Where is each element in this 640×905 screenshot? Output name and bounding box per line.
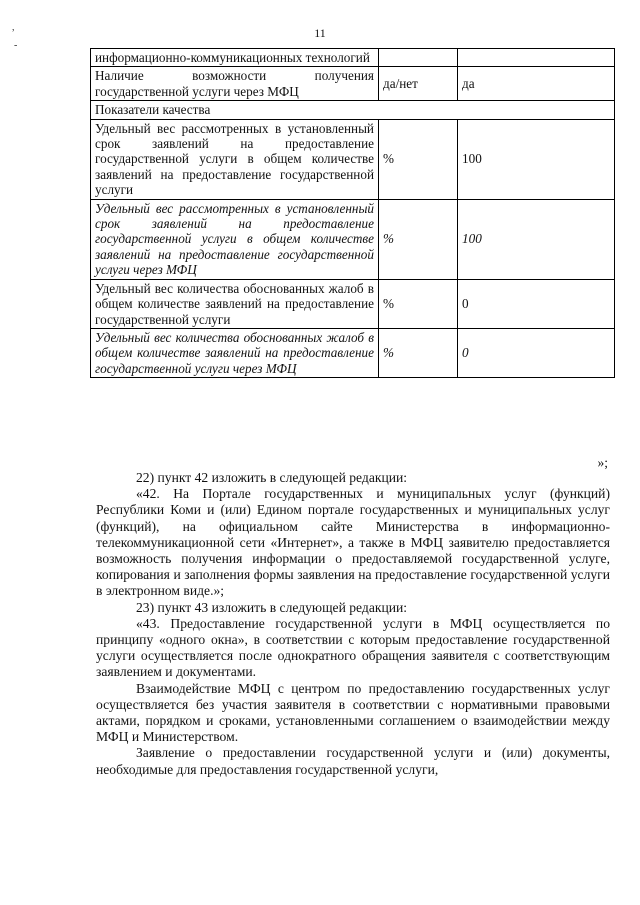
table-row xyxy=(91,67,615,101)
value-cell: да xyxy=(458,67,615,101)
indicator-cell: Удельный вес количества обоснованных жалоб в общем количестве заявлений на предоставление государственной услуги xyxy=(91,279,379,328)
value-cell: 100 xyxy=(458,199,615,279)
page-number: 11 xyxy=(314,26,326,40)
unit-cell xyxy=(379,49,458,67)
paragraph: «43. Предоставление государственной услуги в МФЦ осуществляется по принципу «одного окна», в соответствии с которым предоставление государственной услуги осуществляется после однократного обращения заявителя с соответствующим заявлением и документами. xyxy=(96,615,610,680)
table-row xyxy=(91,328,615,377)
section-heading: Показатели качества xyxy=(91,101,615,119)
value-cell: 0 xyxy=(458,328,615,377)
indicator-cell: Удельный вес рассмотренных в установленный срок заявлений на предоставление государственной услуги в общем количестве заявлений на предоставление государственной услуги xyxy=(91,119,379,199)
unit-cell: % xyxy=(379,199,458,279)
table-row xyxy=(91,119,615,199)
indicators-table xyxy=(90,48,615,378)
table-row xyxy=(91,49,615,67)
paragraph: 23) пункт 43 изложить в следующей редакции: xyxy=(136,599,408,615)
table-row xyxy=(91,279,615,328)
paragraph: Заявление о предоставлении государственной услуги и (или) документы, необходимые для предоставления государственной услуги, xyxy=(96,745,610,777)
indicator-cell: информационно-коммуникационных технологий xyxy=(91,49,379,67)
unit-cell: % xyxy=(379,279,458,328)
document-body xyxy=(96,470,610,778)
value-cell: 0 xyxy=(458,279,615,328)
paragraph: 22) пункт 42 изложить в следующей редакции: xyxy=(136,470,408,485)
table-section-row xyxy=(91,101,615,119)
paragraph: Взаимодействие МФЦ с центром по предоставлению государственных услуг осуществляется без участия заявителя в соответствии с нормативными правовыми актами, порядком и сроками, установленными соглашением о взаимодействии между МФЦ и Министерством. xyxy=(96,680,610,745)
value-cell xyxy=(458,49,615,67)
unit-cell: % xyxy=(379,328,458,377)
unit-cell: да/нет xyxy=(379,67,458,101)
margin-mark: - xyxy=(14,40,18,51)
unit-cell: % xyxy=(379,119,458,199)
value-cell: 100 xyxy=(458,119,615,199)
indicator-cell: Удельный вес количества обоснованных жалоб в общем количестве заявлений на предоставление государственной услуги через МФЦ xyxy=(91,328,379,377)
indicator-cell: Удельный вес рассмотренных в установленный срок заявлений на предоставление государственной услуги в общем количестве заявлений на предоставление государственной услуги через МФЦ xyxy=(91,199,379,279)
paragraph: «42. На Портале государственных и муниципальных услуг (функций) Республики Коми и (или) Едином портале государственных и муниципальных услуг (функций), на официальном сайте Министерства в информационно-телекоммуникационной сети «Интернет», а также в МФЦ заявителю предоставляется возможность получения информации о предоставляемой государственной услуге, копирования и заполнения формы заявления на предоставление государственной услуги в электронном виде.»; xyxy=(96,486,610,599)
table-row xyxy=(91,199,615,279)
closing-quote: »; xyxy=(597,455,608,470)
margin-mark: , xyxy=(12,22,15,33)
indicator-cell: Наличие возможности получения государственной услуги через МФЦ xyxy=(91,67,379,101)
